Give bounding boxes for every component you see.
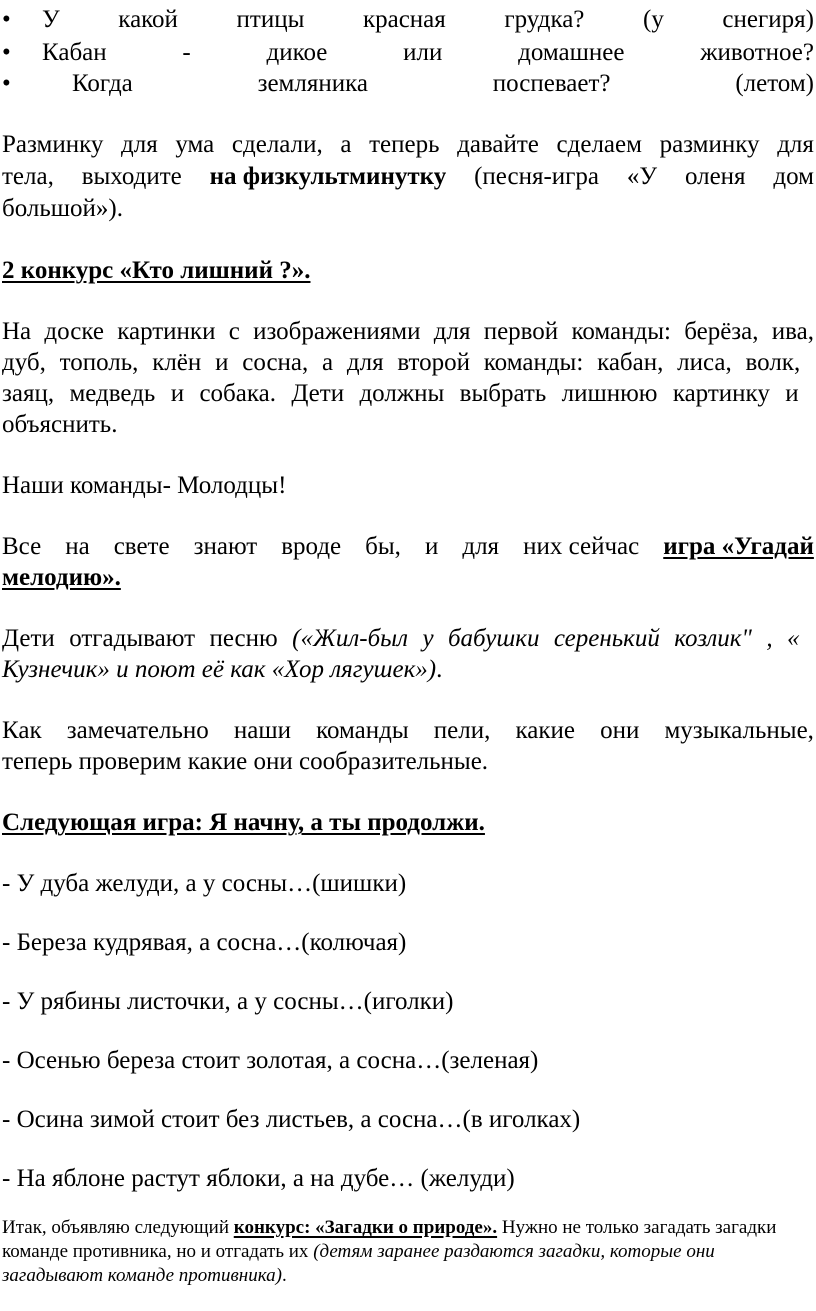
bullet-icon: •: [2, 6, 11, 33]
bold-underlined-phrase: игра «Угадай: [663, 533, 814, 560]
paragraph-line: тела, выходите на физкультминутку (песня-игра «У оленя дом: [2, 163, 814, 190]
paragraph-line: Наши команды- Молодцы!: [2, 472, 287, 499]
paragraph-line: Как замечательно наши команды пели, какие они музыкальные,: [2, 717, 814, 744]
list-item: - У рябины листочки, а у сосны…(иголки): [2, 988, 454, 1015]
bold-underlined-phrase: конкурс: «Загадки о природе».: [233, 1217, 498, 1238]
list-item: - У дуба желуди, а у сосны…(шишки): [2, 870, 407, 897]
bold-phrase: на физкультминутку: [209, 163, 447, 190]
paragraph-line: теперь проверим какие они сообразительные.: [2, 748, 489, 775]
paragraph-line: Итак, объявляю следующий конкурс: «Загадки о природе». Нужно не только загадать загадки: [2, 1217, 777, 1238]
paragraph-line: мелодию».: [2, 564, 121, 591]
list-item: - Осина зимой стоит без листьев, а сосна…(в иголках): [2, 1106, 581, 1133]
bullet-item: • У какой птицы красная грудка? (у снегиря): [2, 6, 814, 33]
paragraph-line: заяц, медведь и собака. Дети должны выбрать лишнюю картинку и: [2, 380, 799, 407]
paragraph-line: большой»).: [2, 195, 123, 222]
paragraph-line: Дети отгадывают песню («Жил-был у бабушки серенький козлик" , «: [2, 625, 800, 652]
bullet-icon: •: [2, 70, 11, 97]
bullet-icon: •: [2, 39, 11, 66]
paragraph-line: объяснить.: [2, 411, 118, 438]
list-item: - Осенью береза стоит золотая, а сосна…(зеленая): [2, 1047, 539, 1074]
list-item: - На яблоне растут яблоки, а на дубе… (желуди): [2, 1165, 515, 1192]
paragraph-line: команде противника, но и отгадать их (детям заранее раздаются загадки, которые они: [2, 1241, 715, 1262]
paragraph-line: Все на свете знают вроде бы, и для них сейчас игра «Угадай: [2, 533, 814, 560]
section-heading: Следующая игра: Я начну, а ты продолжи.: [2, 809, 485, 836]
bullet-item: • Когда земляника поспевает? (летом): [2, 70, 814, 97]
paragraph-line: На доске картинки с изображениями для первой команды: берёза, ива,: [2, 318, 814, 345]
bullet-item: • Кабан - дикое или домашнее животное?: [2, 39, 814, 66]
paragraph-line: Кузнечик» и поют её как «Хор лягушек»).: [2, 656, 443, 683]
paragraph-line: Разминку для ума сделали, а теперь давайте сделаем разминку для: [2, 131, 814, 158]
paragraph-line: загадывают команде противника).: [2, 1265, 287, 1286]
section-heading: 2 конкурс «Кто лишний ?».: [2, 257, 311, 284]
paragraph-line: дуб, тополь, клён и сосна, а для второй команды: кабан, лиса, волк,: [2, 349, 801, 376]
list-item: - Береза кудрявая, а сосна…(колючая): [2, 929, 407, 956]
